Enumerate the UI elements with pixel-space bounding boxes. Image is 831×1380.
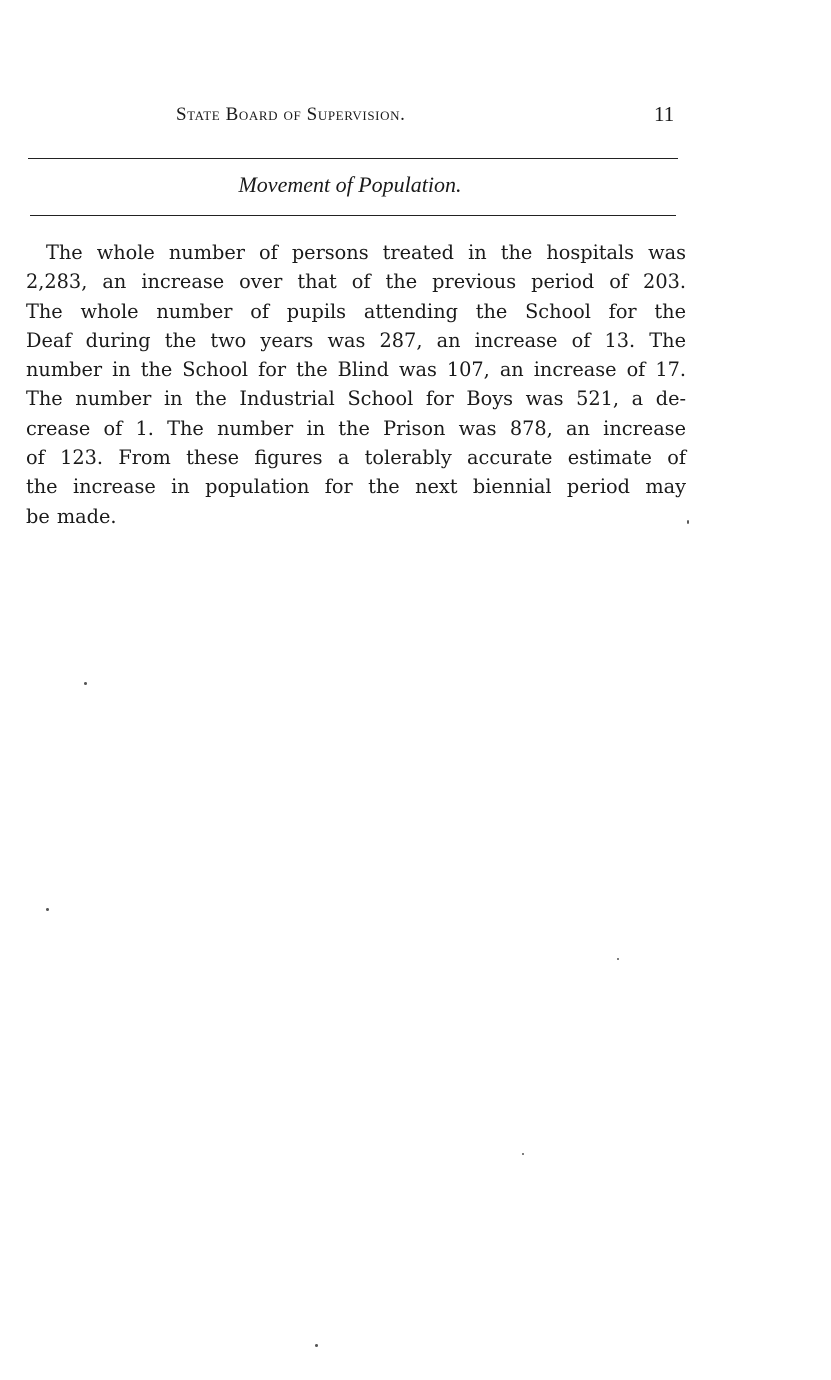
bottom-rule (30, 215, 676, 216)
paragraph-line: 2,283, an increase over that of the previous period of 203. (26, 270, 686, 294)
paragraph-line: crease of 1. The number in the Prison was 878, an increase (26, 416, 686, 440)
paragraph-line: The whole number of persons treated in the hospitals was (46, 241, 686, 264)
body-paragraph (26, 238, 686, 531)
paragraph-line: of 123. From these figures a tolerably accurate estimate of (26, 446, 686, 470)
paragraph-line: The whole number of pupils attending the School for the (26, 299, 686, 323)
paragraph-line: be made. (26, 504, 117, 528)
section-title: Movement of Population. (238, 172, 462, 197)
paragraph-line: The number in the Industrial School for Boys was 521, a de- (26, 387, 686, 411)
top-rule (28, 158, 678, 159)
scan-speck (617, 958, 619, 960)
paragraph-line: number in the School for the Blind was 107, an increase of 17. (26, 358, 686, 382)
paragraph-line: the increase in population for the next biennial period may (26, 475, 686, 499)
scan-speck (46, 908, 49, 911)
scan-speck (315, 1344, 318, 1347)
scan-speck (687, 520, 689, 524)
paragraph-line: Deaf during the two years was 287, an increase of 13. The (26, 328, 686, 352)
scan-speck (84, 682, 87, 685)
page-number: 11 (654, 102, 675, 126)
scan-speck (522, 1153, 524, 1155)
running-header-title: State Board of Supervision. (176, 104, 406, 125)
